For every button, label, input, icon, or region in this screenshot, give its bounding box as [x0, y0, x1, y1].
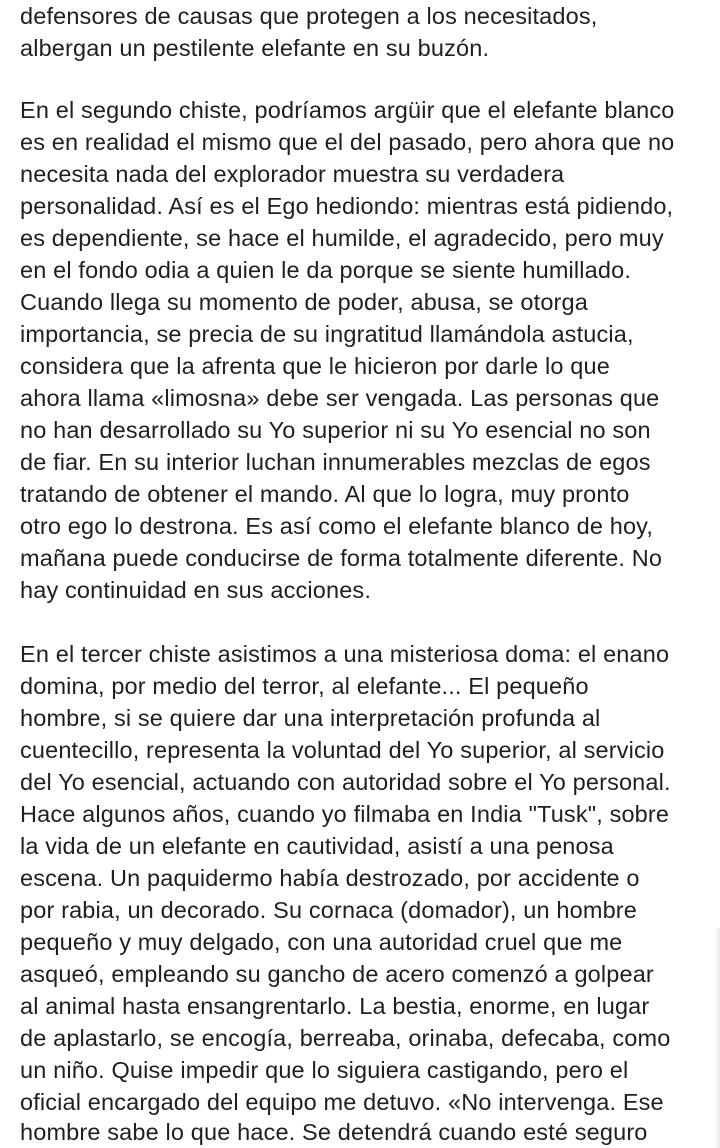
text-line: considera que la afrenta que le hicieron por darle lo que	[20, 353, 610, 379]
text-line: cuentecillo, representa la voluntad del Yo superior, al servicio	[20, 737, 665, 763]
page-edge-shadow	[715, 928, 720, 1148]
text-line: Hace algunos años, cuando yo filmaba en India "Tusk", sobre	[20, 801, 670, 827]
text-line: de fiar. En su interior luchan innumerables mezclas de egos	[20, 449, 651, 475]
text-line: asqueó, empleando su gancho de acero comenzó a golpear	[20, 961, 654, 987]
text-line: es dependiente, se hace el humilde, el agradecido, pero muy	[20, 225, 664, 251]
text-line: la vida de un elefante en cautividad, asistí a una penosa	[20, 833, 614, 859]
text-line: En el tercer chiste asistimos a una misteriosa doma: el enano	[20, 641, 670, 667]
text-line: albergan un pestilente elefante en su buzón.	[20, 35, 490, 61]
text-line: tratando de obtener el mando. Al que lo logra, muy pronto	[20, 481, 630, 507]
text-line: domina, por medio del terror, al elefante... El pequeño	[20, 673, 589, 699]
text-line: hombre sabe lo que hace. Se detendrá cuando esté seguro	[20, 1119, 648, 1145]
text-line: por rabia, un decorado. Su cornaca (domador), un hombre	[20, 897, 637, 923]
text-line: oficial encargado del equipo me detuvo. «No intervenga. Ese	[20, 1089, 664, 1115]
text-line: otro ego lo destrona. Es así como el elefante blanco de hoy,	[20, 513, 654, 539]
text-line: importancia, se precia de su ingratitud llamándola astucia,	[20, 321, 634, 347]
text-line: en el fondo odia a quien le da porque se siente humillado.	[20, 257, 632, 283]
text-line: defensores de causas que protegen a los necesitados,	[20, 3, 598, 29]
text-line: necesita nada del explorador muestra su verdadera	[20, 161, 565, 187]
text-line: personalidad. Así es el Ego hediondo: mientras está pidiendo,	[20, 193, 674, 219]
text-line: de aplastarlo, se encogía, berreaba, orinaba, defecaba, como	[20, 1025, 671, 1051]
text-line: mañana puede conducirse de forma totalmente diferente. No	[20, 545, 663, 571]
text-line: En el segundo chiste, podríamos argüir que el elefante blanco	[20, 97, 675, 123]
text-line: escena. Un paquidermo había destrozado, por accidente o	[20, 865, 640, 891]
text-line: hay continuidad en sus acciones.	[20, 577, 372, 603]
text-line: al animal hasta ensangrentarlo. La bestia, enorme, en lugar	[20, 993, 650, 1019]
text-line: del Yo esencial, actuando con autoridad sobre el Yo personal.	[20, 769, 671, 795]
text-line: un niño. Quise impedir que lo siguiera castigando, pero el	[20, 1057, 629, 1083]
text-line: pequeño y muy delgado, con una autoridad cruel que me	[20, 929, 623, 955]
text-line: es en realidad el mismo que el del pasado, pero ahora que no	[20, 129, 675, 155]
text-line: Cuando llega su momento de poder, abusa, se otorga	[20, 289, 588, 315]
text-line: ahora llama «limosna» debe ser vengada. Las personas que	[20, 385, 660, 411]
text-line: no han desarrollado su Yo superior ni su Yo esencial no son	[20, 417, 651, 443]
text-line: hombre, si se quiere dar una interpretación profunda al	[20, 705, 601, 731]
